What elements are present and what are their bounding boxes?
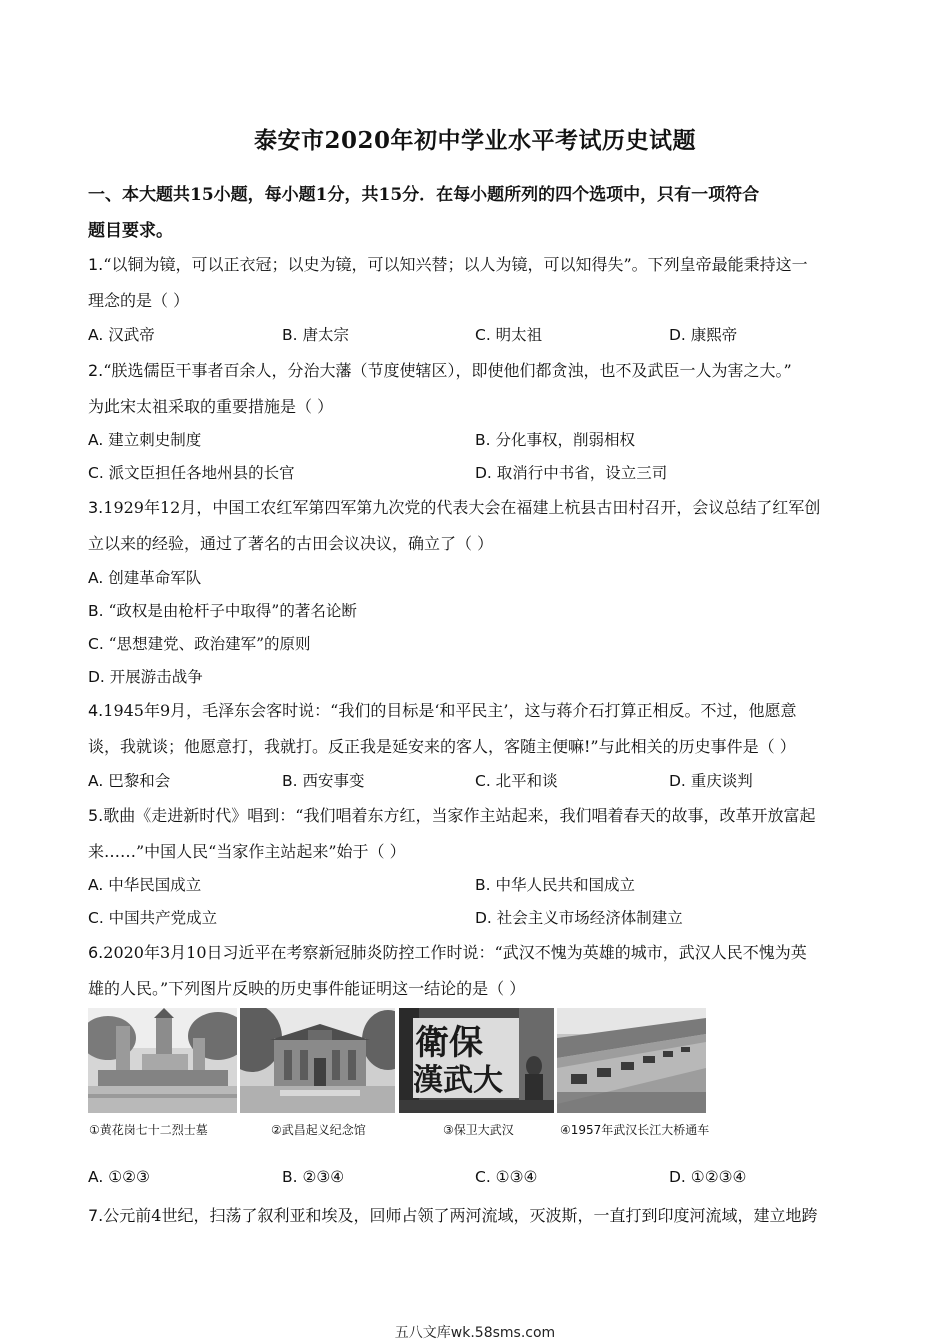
question-6-option-c: C. ①③④ <box>475 1168 538 1186</box>
question-1-option-b: B. 唐太宗 <box>282 326 349 344</box>
photo-wuchang-uprising-memorial <box>240 1008 395 1113</box>
image-caption-1: ①黄花岗七十二烈士墓 <box>89 1123 208 1137</box>
page-title: 泰安市2020年初中学业水平考试历史试题 <box>253 127 696 154</box>
poster-text-1: 衛保 <box>415 1023 483 1063</box>
photo-huanghuagang-tomb <box>88 1008 237 1113</box>
question-5-stem-line-1: 5.歌曲《走进新时代》唱到：“我们唱着东方红，当家作主站起来，我们唱着春天的故事，改革开放富起 <box>88 806 816 825</box>
question-4-stem-line-2: 谈，我就谈；他愿意打，我就打。反正我是延安来的客人，客随主便嘛!”与此相关的历史事件是（ ） <box>88 737 796 756</box>
question-1-stem-line-1: 1.“以铜为镜，可以正衣冠；以史为镜，可以知兴替；以人为镜，可以知得失”。下列皇帝最能秉持这一 <box>88 255 808 274</box>
question-5-stem-line-2: 来……”中国人民“当家作主站起来”始于（ ） <box>88 842 406 861</box>
poster-text-2: 漢武大 <box>413 1063 503 1098</box>
image-caption-4: ④1957年武汉长江大桥通车 <box>560 1123 710 1137</box>
question-6-image-strip <box>88 1008 718 1143</box>
question-6-option-b: B. ②③④ <box>282 1168 345 1186</box>
question-3-stem-line-1: 3.1929年12月，中国工农红军第四军第九次党的代表大会在福建上杭县古田村召开，会议总结了红军创 <box>88 498 821 517</box>
question-number: 1. <box>88 255 104 274</box>
question-1-option-c: C. 明太祖 <box>475 326 543 344</box>
question-4-option-a: A. 巴黎和会 <box>88 772 171 790</box>
image-caption-3: ③保卫大武汉 <box>443 1123 514 1137</box>
question-3-option-a: A. 创建革命军队 <box>88 569 202 587</box>
question-2-option-c: C. 派文臣担任各地州县的长官 <box>88 464 295 482</box>
question-7-stem-line-1: 7.公元前4世纪，扫荡了叙利亚和埃及，回师占领了两河流域，灭波斯，一直打到印度河流域，建立地跨 <box>88 1206 818 1225</box>
question-3-option-d: D. 开展游击战争 <box>88 668 203 686</box>
section-heading-line-1: 一、本大题共15小题，每小题1分，共15分．在每小题所列的四个选项中，只有一项符合 <box>88 185 760 205</box>
question-1-stem-line-2: 理念的是（ ） <box>88 291 190 310</box>
question-2-option-a: A. 建立刺史制度 <box>88 431 202 449</box>
question-3-option-c: C. “思想建党、政治建军”的原则 <box>88 635 311 653</box>
question-2-option-d: D. 取消行中书省，设立三司 <box>475 464 668 482</box>
question-3-option-b: B. “政权是由枪杆子中取得”的著名论断 <box>88 602 357 620</box>
question-2-stem-line-2: 为此宋太祖采取的重要措施是（ ） <box>88 397 334 416</box>
question-5-option-a: A. 中华民国成立 <box>88 876 202 894</box>
image-caption-2: ②武昌起义纪念馆 <box>271 1123 366 1137</box>
question-5-option-c: C. 中国共产党成立 <box>88 909 218 927</box>
photo-yangtze-bridge-opening <box>557 1008 706 1113</box>
question-6-stem-line-1: 6.2020年3月10日习近平在考察新冠肺炎防控工作时说：“武汉不愧为英雄的城市，武汉人民不愧为英 <box>88 943 807 962</box>
question-3-stem-line-2: 立以来的经验，通过了著名的古田会议决议，确立了（ ） <box>88 534 494 553</box>
question-4-stem-line-1: 4.1945年9月，毛泽东会客时说：“我们的目标是‘和平民主’，这与蒋介石打算正相反。不过，他愿意 <box>88 701 797 720</box>
question-2-stem-line-1: 2.“朕选儒臣干事者百余人，分治大藩（节度使辖区），即使他们都贪浊，也不及武臣一人为害之大。” <box>88 361 792 380</box>
question-1-option-d: D. 康熙帝 <box>669 326 738 344</box>
watermark-footer: 五八文库wk.58sms.com <box>394 1325 556 1341</box>
section-heading-line-2: 题目要求。 <box>88 221 173 241</box>
question-2-option-b: B. 分化事权，削弱相权 <box>475 431 635 449</box>
question-5-option-d: D. 社会主义市场经济体制建立 <box>475 909 683 927</box>
question-6-option-a: A. ①②③ <box>88 1168 150 1186</box>
question-5-option-b: B. 中华人民共和国成立 <box>475 876 635 894</box>
question-6-option-d: D. ①②③④ <box>669 1168 747 1186</box>
question-4-option-d: D. 重庆谈判 <box>669 772 753 790</box>
question-1-option-a: A. 汉武帝 <box>88 326 155 344</box>
photo-defend-wuhan <box>399 1008 554 1113</box>
question-6-stem-line-2: 雄的人民。”下列图片反映的历史事件能证明这一结论的是（ ） <box>88 979 526 998</box>
question-4-option-c: C. 北平和谈 <box>475 772 558 790</box>
question-4-option-b: B. 西安事变 <box>282 772 365 790</box>
